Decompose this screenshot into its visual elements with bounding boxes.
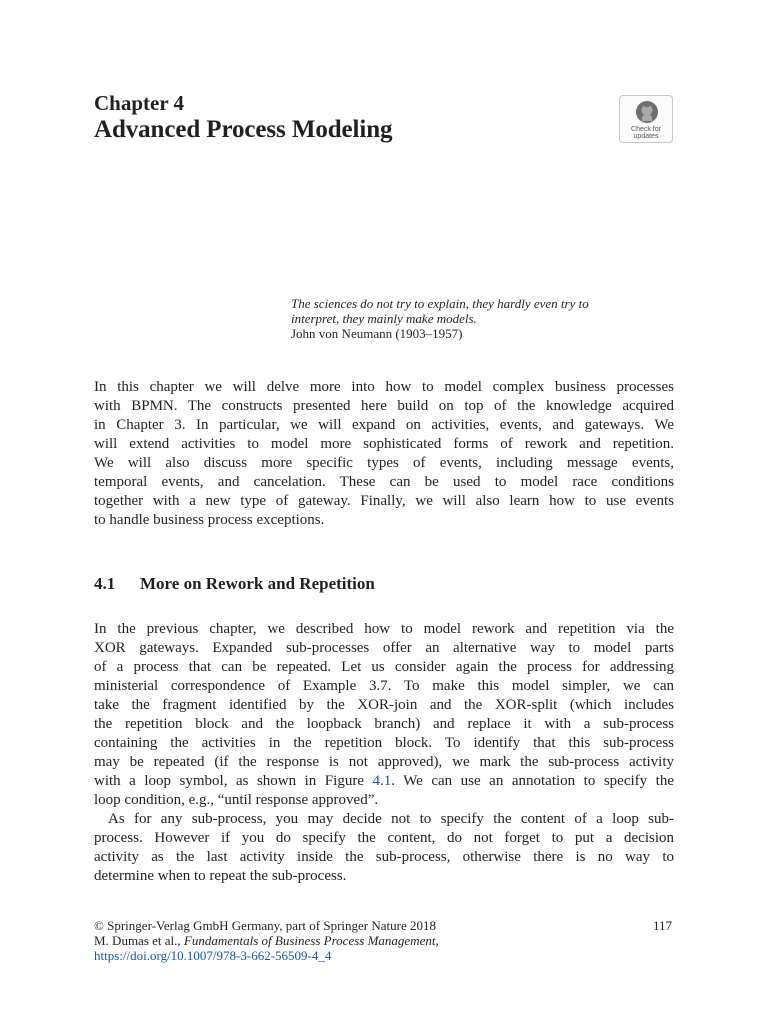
section-heading: [94, 573, 375, 595]
epigraph-author: John von Neumann (1903–1957): [291, 326, 463, 341]
text-line: loop condition, e.g., “until response approved”.: [94, 792, 379, 808]
chapter-label: Chapter 4: [94, 91, 185, 115]
body-paragraph-2: [94, 810, 674, 886]
text-line: XOR gateways. Expanded sub-processes offer an alternative way to model parts: [94, 640, 674, 656]
badge-text-line1: Check for: [631, 126, 661, 133]
text-line: determine when to repeat the sub-process.: [94, 868, 347, 884]
text-line: ministerial correspondence of Example 3.7. To make this model simpler, we can: [94, 678, 674, 694]
text-line: In the previous chapter, we described how to model rework and repetition via the: [94, 621, 674, 637]
text-line: together with a new type of gateway. Finally, we will also learn how to use events: [94, 493, 674, 509]
citation-authors: M. Dumas et al.,: [94, 933, 184, 948]
epigraph-quote-line2: interpret, they mainly make models.: [291, 311, 477, 326]
text-line: with BPMN. The constructs presented here build on top of the knowledge acquired: [94, 398, 674, 414]
text-fragment: with a loop symbol, as shown in Figure: [94, 773, 373, 789]
figure-link[interactable]: 4.1: [372, 773, 392, 789]
text-line: process. However if you do specify the content, do not forget to put a decision: [94, 830, 674, 846]
text-line: to handle business process exceptions.: [94, 512, 325, 528]
page-number: 117: [652, 918, 672, 933]
text-line: of a process that can be repeated. Let us consider again the process for addressing: [94, 659, 674, 675]
text-line: in Chapter 3. In particular, we will expand on activities, events, and gateways. We: [94, 417, 674, 433]
text-line: temporal events, and cancelation. These can be used to model race conditions: [94, 474, 674, 490]
check-for-updates-icon: [635, 100, 659, 124]
text-line: take the fragment identified by the XOR-join and the XOR-split (which includes: [94, 697, 674, 713]
text-line: containing the activities in the repetition block. To identify that this sub-process: [94, 735, 674, 751]
intro-paragraph: [94, 378, 674, 530]
body-paragraph-1: [94, 620, 674, 810]
page-footer: [94, 918, 674, 963]
text-fragment: . We can use an annotation to specify the: [391, 773, 674, 789]
citation-comma: ,: [435, 933, 439, 948]
text-line: may be repeated (if the response is not approved), we mark the sub-process activity: [94, 754, 674, 770]
text-line: In this chapter we will delve more into how to model complex business processes: [94, 379, 674, 395]
text-line: As for any sub-process, you may decide not to specify the content of a loop sub-: [108, 811, 674, 827]
badge-text-line2: updates: [633, 133, 659, 140]
citation-line: [94, 933, 674, 948]
epigraph: [291, 296, 691, 341]
text-line: will extend activities to model more sophisticated forms of rework and repetition.: [94, 436, 674, 452]
copyright-line: © Springer-Verlag GmbH Germany, part of Springer Nature 2018: [94, 918, 436, 933]
epigraph-quote-line1: The sciences do not try to explain, they hardly even try to: [291, 296, 589, 311]
text-line: We will also discuss more specific types of events, including message events,: [94, 455, 674, 471]
text-line: [94, 772, 674, 791]
check-for-updates-badge[interactable]: [619, 95, 673, 143]
section-title: More on Rework and Repetition: [140, 574, 375, 593]
doi-link[interactable]: https://doi.org/10.1007/978-3-662-56509-4_4: [94, 948, 332, 963]
text-line: the repetition block and the loopback branch) and replace it with a sub-process: [94, 716, 674, 732]
text-line: activity as the last activity inside the sub-process, otherwise there is no way to: [94, 849, 674, 865]
section-number: 4.1: [94, 574, 116, 593]
chapter-title: Advanced Process Modeling: [94, 116, 393, 143]
citation-book-title: Fundamentals of Business Process Management: [183, 933, 436, 948]
